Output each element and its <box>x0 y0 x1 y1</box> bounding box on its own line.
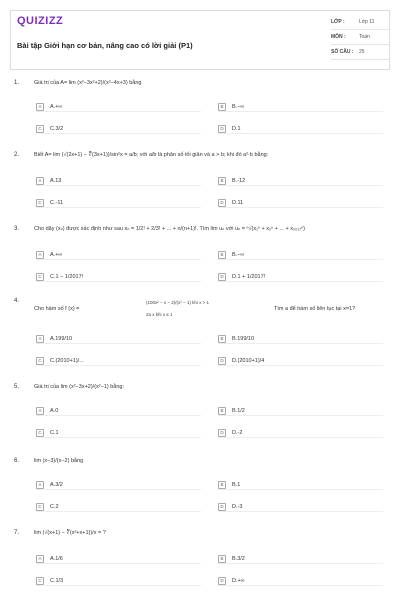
option-a[interactable] <box>36 176 201 186</box>
option-b[interactable] <box>218 480 383 490</box>
meta-label: LỚP : <box>331 19 345 25</box>
question-number: 1. <box>14 80 20 86</box>
option-letter: C <box>36 577 44 585</box>
worksheet-header <box>10 10 390 70</box>
option-letter: A <box>36 251 44 259</box>
option-letter: A <box>36 481 44 489</box>
option-d[interactable] <box>218 124 383 134</box>
option-c[interactable] <box>36 502 201 512</box>
option-letter: B <box>218 555 226 563</box>
option-text: C.1 <box>50 429 59 436</box>
option-letter: C <box>36 125 44 133</box>
option-letter: D <box>218 503 226 511</box>
option-c[interactable] <box>36 198 201 208</box>
quizizz-logo: QUIZIZZ <box>17 15 64 27</box>
question-number: 6. <box>14 458 20 464</box>
option-text: B.−∞ <box>232 103 245 110</box>
option-text: C.-11 <box>50 199 64 206</box>
meta-label: MÔN : <box>331 34 346 40</box>
option-d[interactable] <box>218 502 383 512</box>
worksheet-meta <box>331 15 389 60</box>
option-b[interactable] <box>218 176 383 186</box>
option-a[interactable] <box>36 554 201 564</box>
question-number: 7. <box>14 530 20 536</box>
option-text: C.3/2 <box>50 125 64 132</box>
option-a[interactable] <box>36 250 201 260</box>
option-text: D.11 <box>232 199 244 206</box>
option-text: A.0 <box>50 407 59 414</box>
question-tail: Tìm a để hàm số liên tục tại x=1? <box>274 306 356 312</box>
option-letter: B <box>218 481 226 489</box>
option-text: B.−∞ <box>232 251 245 258</box>
question-text: Giá trị của lim (x²−3x+2)/(x²−1) bằng: <box>34 384 125 390</box>
option-c[interactable] <box>36 272 201 282</box>
meta-value: Toán <box>359 34 370 40</box>
option-d[interactable] <box>218 576 383 586</box>
option-letter: D <box>218 577 226 585</box>
option-text: D.1 + 1/2017! <box>232 273 266 280</box>
option-a[interactable] <box>36 480 201 490</box>
option-letter: B <box>218 407 226 415</box>
option-text: A.+∞ <box>50 103 63 110</box>
question-text: lim (x−3)/(x−2) bằng <box>34 458 84 464</box>
option-letter: A <box>36 103 44 111</box>
option-text: B.-12 <box>232 177 246 184</box>
option-letter: C <box>36 273 44 281</box>
option-a[interactable] <box>36 334 201 344</box>
option-text: C.(2010+1)/... <box>50 357 84 364</box>
option-text: D.-2 <box>232 429 243 436</box>
option-letter: C <box>36 503 44 511</box>
meta-row-subject <box>331 30 389 45</box>
question-text: Giá trị của A= lim (x²−3x²+2)/(x²−4x+3) bằng <box>34 80 142 86</box>
option-d[interactable] <box>218 428 383 438</box>
option-letter: D <box>218 429 226 437</box>
meta-label: SỐ CÂU : <box>331 49 354 55</box>
option-letter: A <box>36 555 44 563</box>
question-text: Biết A= lim (√(2x+1) − ∛(3x+1))/sin²x = a/b; với a/b là phân số tối giản và a > b; khi đó a²·b bằng: <box>34 152 269 158</box>
option-c[interactable] <box>36 356 201 366</box>
option-text: A.199/10 <box>50 335 73 342</box>
worksheet-title: Bài tập Giới hạn cơ bản, nâng cao có lời giải (P1) <box>17 41 193 50</box>
option-c[interactable] <box>36 576 201 586</box>
piecewise-case-2: 2a x khi x ≤ 1 <box>146 312 173 317</box>
option-a[interactable] <box>36 102 201 112</box>
question-text: lim (√(x+1) − ∛(x²+x+1))/x = ? <box>34 530 106 536</box>
option-text: B.3/2 <box>232 555 245 562</box>
option-text: A.13 <box>50 177 62 184</box>
option-text: B.1/2 <box>232 407 245 414</box>
option-letter: B <box>218 177 226 185</box>
piecewise-case-1: (100x² − x − 2)/(x² − 1) khi x > 1 <box>146 300 210 305</box>
option-letter: C <box>36 199 44 207</box>
option-letter: D <box>218 199 226 207</box>
option-text: B.1 <box>232 481 241 488</box>
meta-row-count <box>331 45 389 60</box>
option-text: D.+∞ <box>232 577 245 584</box>
option-d[interactable] <box>218 272 383 282</box>
option-text: A.+∞ <box>50 251 63 258</box>
option-text: B.199/10 <box>232 335 255 342</box>
option-text: D.(2010+1)/4 <box>232 357 265 364</box>
question-text: Cho dãy (xₙ) được xác định như sau xₙ = 1/2! + 2/3! + ... + n/(n+1)!. Tìm lim uₙ với uₙ = ⁿ√(x₁ⁿ + x₂ⁿ + ... + x₂₀₁₇ⁿ) <box>34 226 305 232</box>
option-letter: C <box>36 357 44 365</box>
option-letter: D <box>218 125 226 133</box>
option-letter: B <box>218 103 226 111</box>
option-letter: B <box>218 335 226 343</box>
option-d[interactable] <box>218 198 383 208</box>
option-letter: C <box>36 429 44 437</box>
option-text: A.1/6 <box>50 555 63 562</box>
option-c[interactable] <box>36 124 201 134</box>
option-letter: B <box>218 251 226 259</box>
option-a[interactable] <box>36 406 201 416</box>
option-text: C.1/3 <box>50 577 64 584</box>
option-d[interactable] <box>218 356 383 366</box>
option-text: C.2 <box>50 503 59 510</box>
question-number: 3. <box>14 226 20 232</box>
option-text: C.1 − 1/2017! <box>50 273 84 280</box>
option-text: A.3/2 <box>50 481 63 488</box>
option-letter: A <box>36 407 44 415</box>
option-b[interactable] <box>218 406 383 416</box>
option-letter: A <box>36 177 44 185</box>
question-number: 5. <box>14 384 20 390</box>
option-letter: D <box>218 357 226 365</box>
option-b[interactable] <box>218 554 383 564</box>
option-b[interactable] <box>218 250 383 260</box>
option-c[interactable] <box>36 428 201 438</box>
meta-value: 25 <box>359 49 365 55</box>
option-letter: A <box>36 335 44 343</box>
meta-value: Lớp 11 <box>359 19 375 25</box>
option-text: D.-3 <box>232 503 243 510</box>
option-letter: D <box>218 273 226 281</box>
question-number: 2. <box>14 152 20 158</box>
option-b[interactable] <box>218 334 383 344</box>
option-text: D.1 <box>232 125 241 132</box>
option-b[interactable] <box>218 102 383 112</box>
meta-row-grade <box>331 15 389 30</box>
question-text: Cho hàm số f (x) = <box>34 306 80 312</box>
question-number: 4. <box>14 298 20 304</box>
